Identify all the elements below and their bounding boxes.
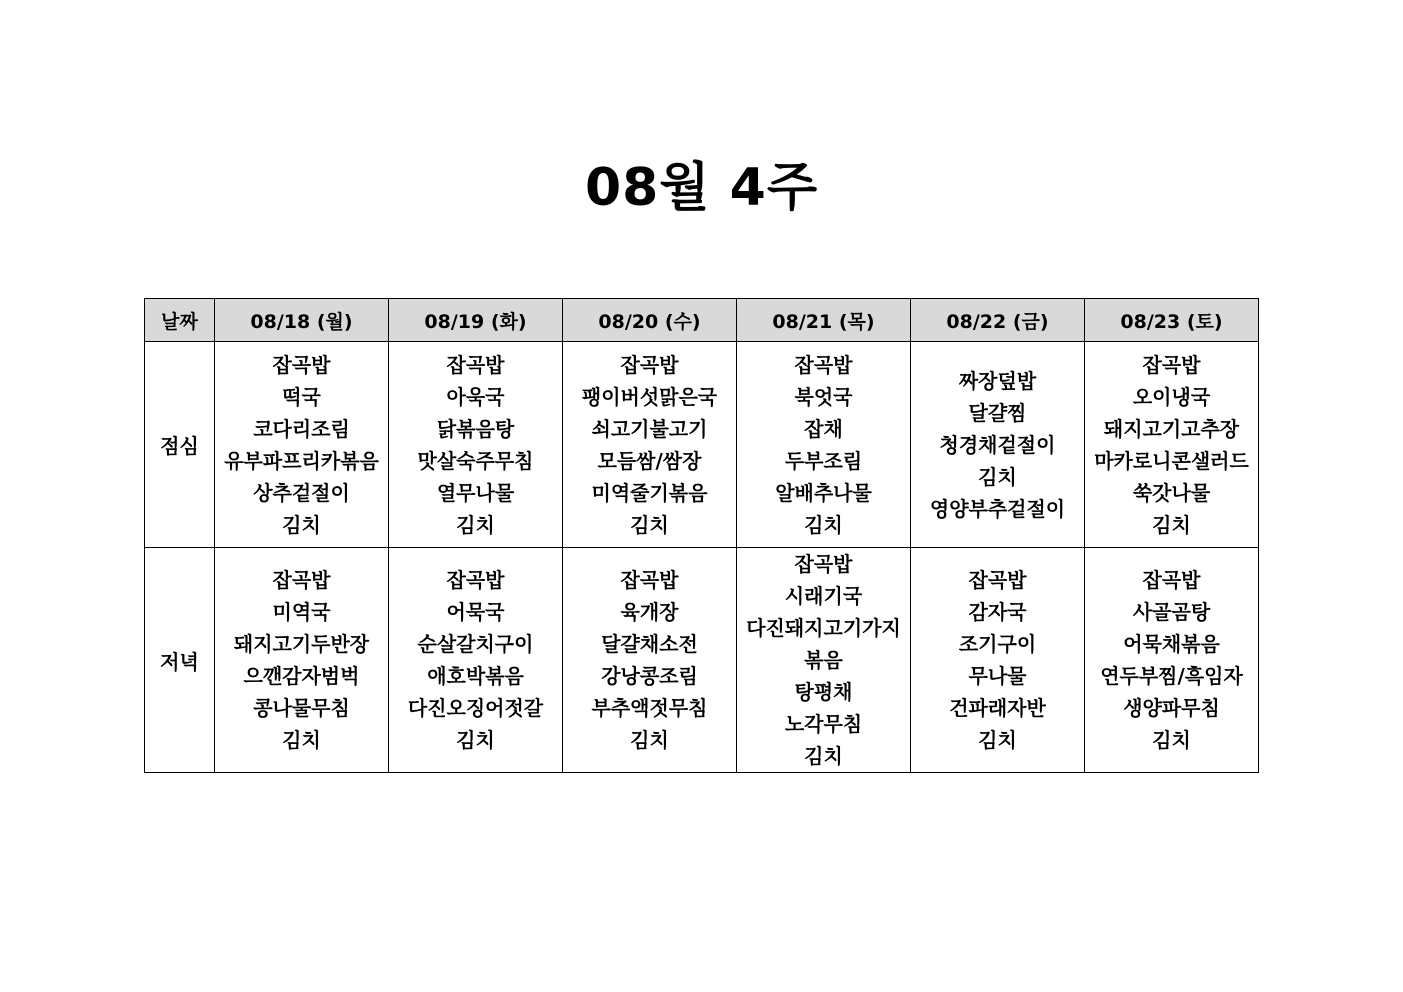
menu-item: 상추겉절이 bbox=[253, 480, 350, 505]
menu-item: 잡곡밥 bbox=[1142, 352, 1201, 377]
menu-item: 으깬감자범벅 bbox=[243, 664, 360, 688]
day-header: 08/19 (화) bbox=[389, 299, 563, 342]
menu-item: 김치 bbox=[282, 728, 321, 752]
day-header: 08/18 (월) bbox=[215, 299, 389, 342]
menu-item: 순살갈치구이 bbox=[417, 632, 534, 656]
menu-cell bbox=[563, 342, 737, 548]
menu-item: 열무나물 bbox=[436, 480, 515, 505]
menu-item: 다진돼지고기가지 bbox=[746, 616, 901, 640]
menu-item: 잡곡밥 bbox=[446, 352, 505, 377]
menu-cell bbox=[1085, 548, 1259, 773]
menu-item: 잡곡밥 bbox=[620, 352, 679, 377]
day-header: 08/21 (목) bbox=[737, 299, 911, 342]
menu-item: 김치 bbox=[1152, 512, 1191, 537]
menu-item: 잡곡밥 bbox=[446, 568, 505, 592]
menu-item: 김치 bbox=[630, 728, 669, 752]
menu-item: 육개장 bbox=[620, 600, 679, 624]
menu-item: 김치 bbox=[978, 728, 1017, 752]
meal-label: 저녁 bbox=[145, 548, 215, 773]
menu-item: 김치 bbox=[804, 512, 843, 537]
menu-item: 김치 bbox=[978, 464, 1017, 489]
menu-item: 감자국 bbox=[968, 600, 1027, 624]
menu-item: 강낭콩조림 bbox=[601, 664, 698, 688]
menu-item: 김치 bbox=[456, 728, 495, 752]
menu-item: 사골곰탕 bbox=[1132, 600, 1211, 624]
menu-item: 부추액젓무침 bbox=[591, 696, 708, 720]
menu-item: 김치 bbox=[1152, 728, 1191, 752]
menu-item: 잡곡밥 bbox=[968, 568, 1027, 592]
page-title: 08월 4주 bbox=[584, 158, 819, 218]
menu-item: 청경채겉절이 bbox=[939, 432, 1056, 457]
menu-item: 달걀찜 bbox=[968, 400, 1027, 425]
menu-item: 콩나물무침 bbox=[253, 696, 350, 720]
meal-row bbox=[145, 548, 1259, 773]
menu-cell bbox=[737, 342, 911, 548]
menu-item: 김치 bbox=[282, 512, 321, 537]
menu-item: 잡곡밥 bbox=[272, 568, 331, 592]
menu-item: 유부파프리카볶음 bbox=[224, 448, 379, 473]
menu-item: 생양파무침 bbox=[1123, 696, 1220, 720]
menu-item: 알배추나물 bbox=[775, 480, 872, 505]
menu-item: 어묵국 bbox=[446, 600, 505, 624]
menu-cell bbox=[563, 548, 737, 773]
menu-cell bbox=[911, 548, 1085, 773]
menu-item: 미역국 bbox=[272, 600, 331, 624]
menu-item: 김치 bbox=[630, 512, 669, 537]
menu-item: 건파래자반 bbox=[949, 696, 1046, 720]
menu-item: 북엇국 bbox=[794, 384, 853, 409]
menu-item: 김치 bbox=[456, 512, 495, 537]
menu-item: 달걀채소전 bbox=[601, 632, 698, 656]
menu-item: 영양부추겉절이 bbox=[929, 496, 1066, 521]
menu-item: 어묵채볶음 bbox=[1123, 632, 1220, 656]
menu-item: 쑥갓나물 bbox=[1132, 480, 1211, 505]
date-header-label: 날짜 bbox=[145, 299, 215, 342]
menu-item: 잡곡밥 bbox=[272, 352, 331, 377]
menu-item: 돼지고기고추장 bbox=[1103, 416, 1240, 441]
menu-cell bbox=[911, 342, 1085, 548]
menu-cell bbox=[389, 548, 563, 773]
menu-item: 볶음 bbox=[804, 648, 843, 672]
menu-item: 잡곡밥 bbox=[794, 552, 853, 576]
menu-item: 노각무침 bbox=[784, 712, 863, 736]
menu-cell bbox=[1085, 342, 1259, 548]
menu-item: 쇠고기불고기 bbox=[591, 416, 708, 441]
menu-item: 팽이버섯맑은국 bbox=[581, 384, 718, 409]
header-row bbox=[145, 299, 1259, 342]
menu-cell bbox=[389, 342, 563, 548]
menu-item: 무나물 bbox=[968, 664, 1027, 688]
menu-cell bbox=[737, 548, 911, 773]
menu-item: 다진오징어젓갈 bbox=[407, 696, 544, 720]
menu-item: 모듬쌈/쌈장 bbox=[597, 448, 702, 473]
menu-item: 연두부찜/흑임자 bbox=[1100, 664, 1243, 688]
day-header: 08/22 (금) bbox=[911, 299, 1085, 342]
menu-item: 닭볶음탕 bbox=[436, 416, 515, 441]
menu-item: 시래기국 bbox=[784, 584, 863, 608]
menu-item: 마카로니콘샐러드 bbox=[1094, 448, 1249, 473]
menu-item: 미역줄기볶음 bbox=[591, 480, 708, 505]
meal-row bbox=[145, 342, 1259, 548]
menu-item: 잡채 bbox=[804, 416, 843, 441]
menu-cell bbox=[215, 342, 389, 548]
menu-item: 조기구이 bbox=[958, 632, 1037, 656]
menu-item: 짜장덮밥 bbox=[958, 368, 1037, 393]
menu-item: 김치 bbox=[804, 744, 843, 768]
weekly-menu-table bbox=[144, 298, 1259, 773]
menu-cell bbox=[215, 548, 389, 773]
menu-item: 오이냉국 bbox=[1132, 384, 1211, 409]
menu-item: 애호박볶음 bbox=[427, 664, 524, 688]
day-header: 08/20 (수) bbox=[563, 299, 737, 342]
day-header: 08/23 (토) bbox=[1085, 299, 1259, 342]
menu-item: 탕평채 bbox=[794, 680, 853, 704]
menu-item: 맛살숙주무침 bbox=[417, 448, 534, 473]
menu-item: 돼지고기두반장 bbox=[233, 632, 370, 656]
meal-label: 점심 bbox=[145, 342, 215, 548]
menu-item: 떡국 bbox=[282, 384, 321, 409]
menu-item: 잡곡밥 bbox=[620, 568, 679, 592]
menu-item: 두부조림 bbox=[784, 448, 863, 473]
menu-item: 잡곡밥 bbox=[794, 352, 853, 377]
menu-item: 아욱국 bbox=[446, 384, 505, 409]
menu-item: 잡곡밥 bbox=[1142, 568, 1201, 592]
menu-item: 코다리조림 bbox=[253, 416, 350, 441]
